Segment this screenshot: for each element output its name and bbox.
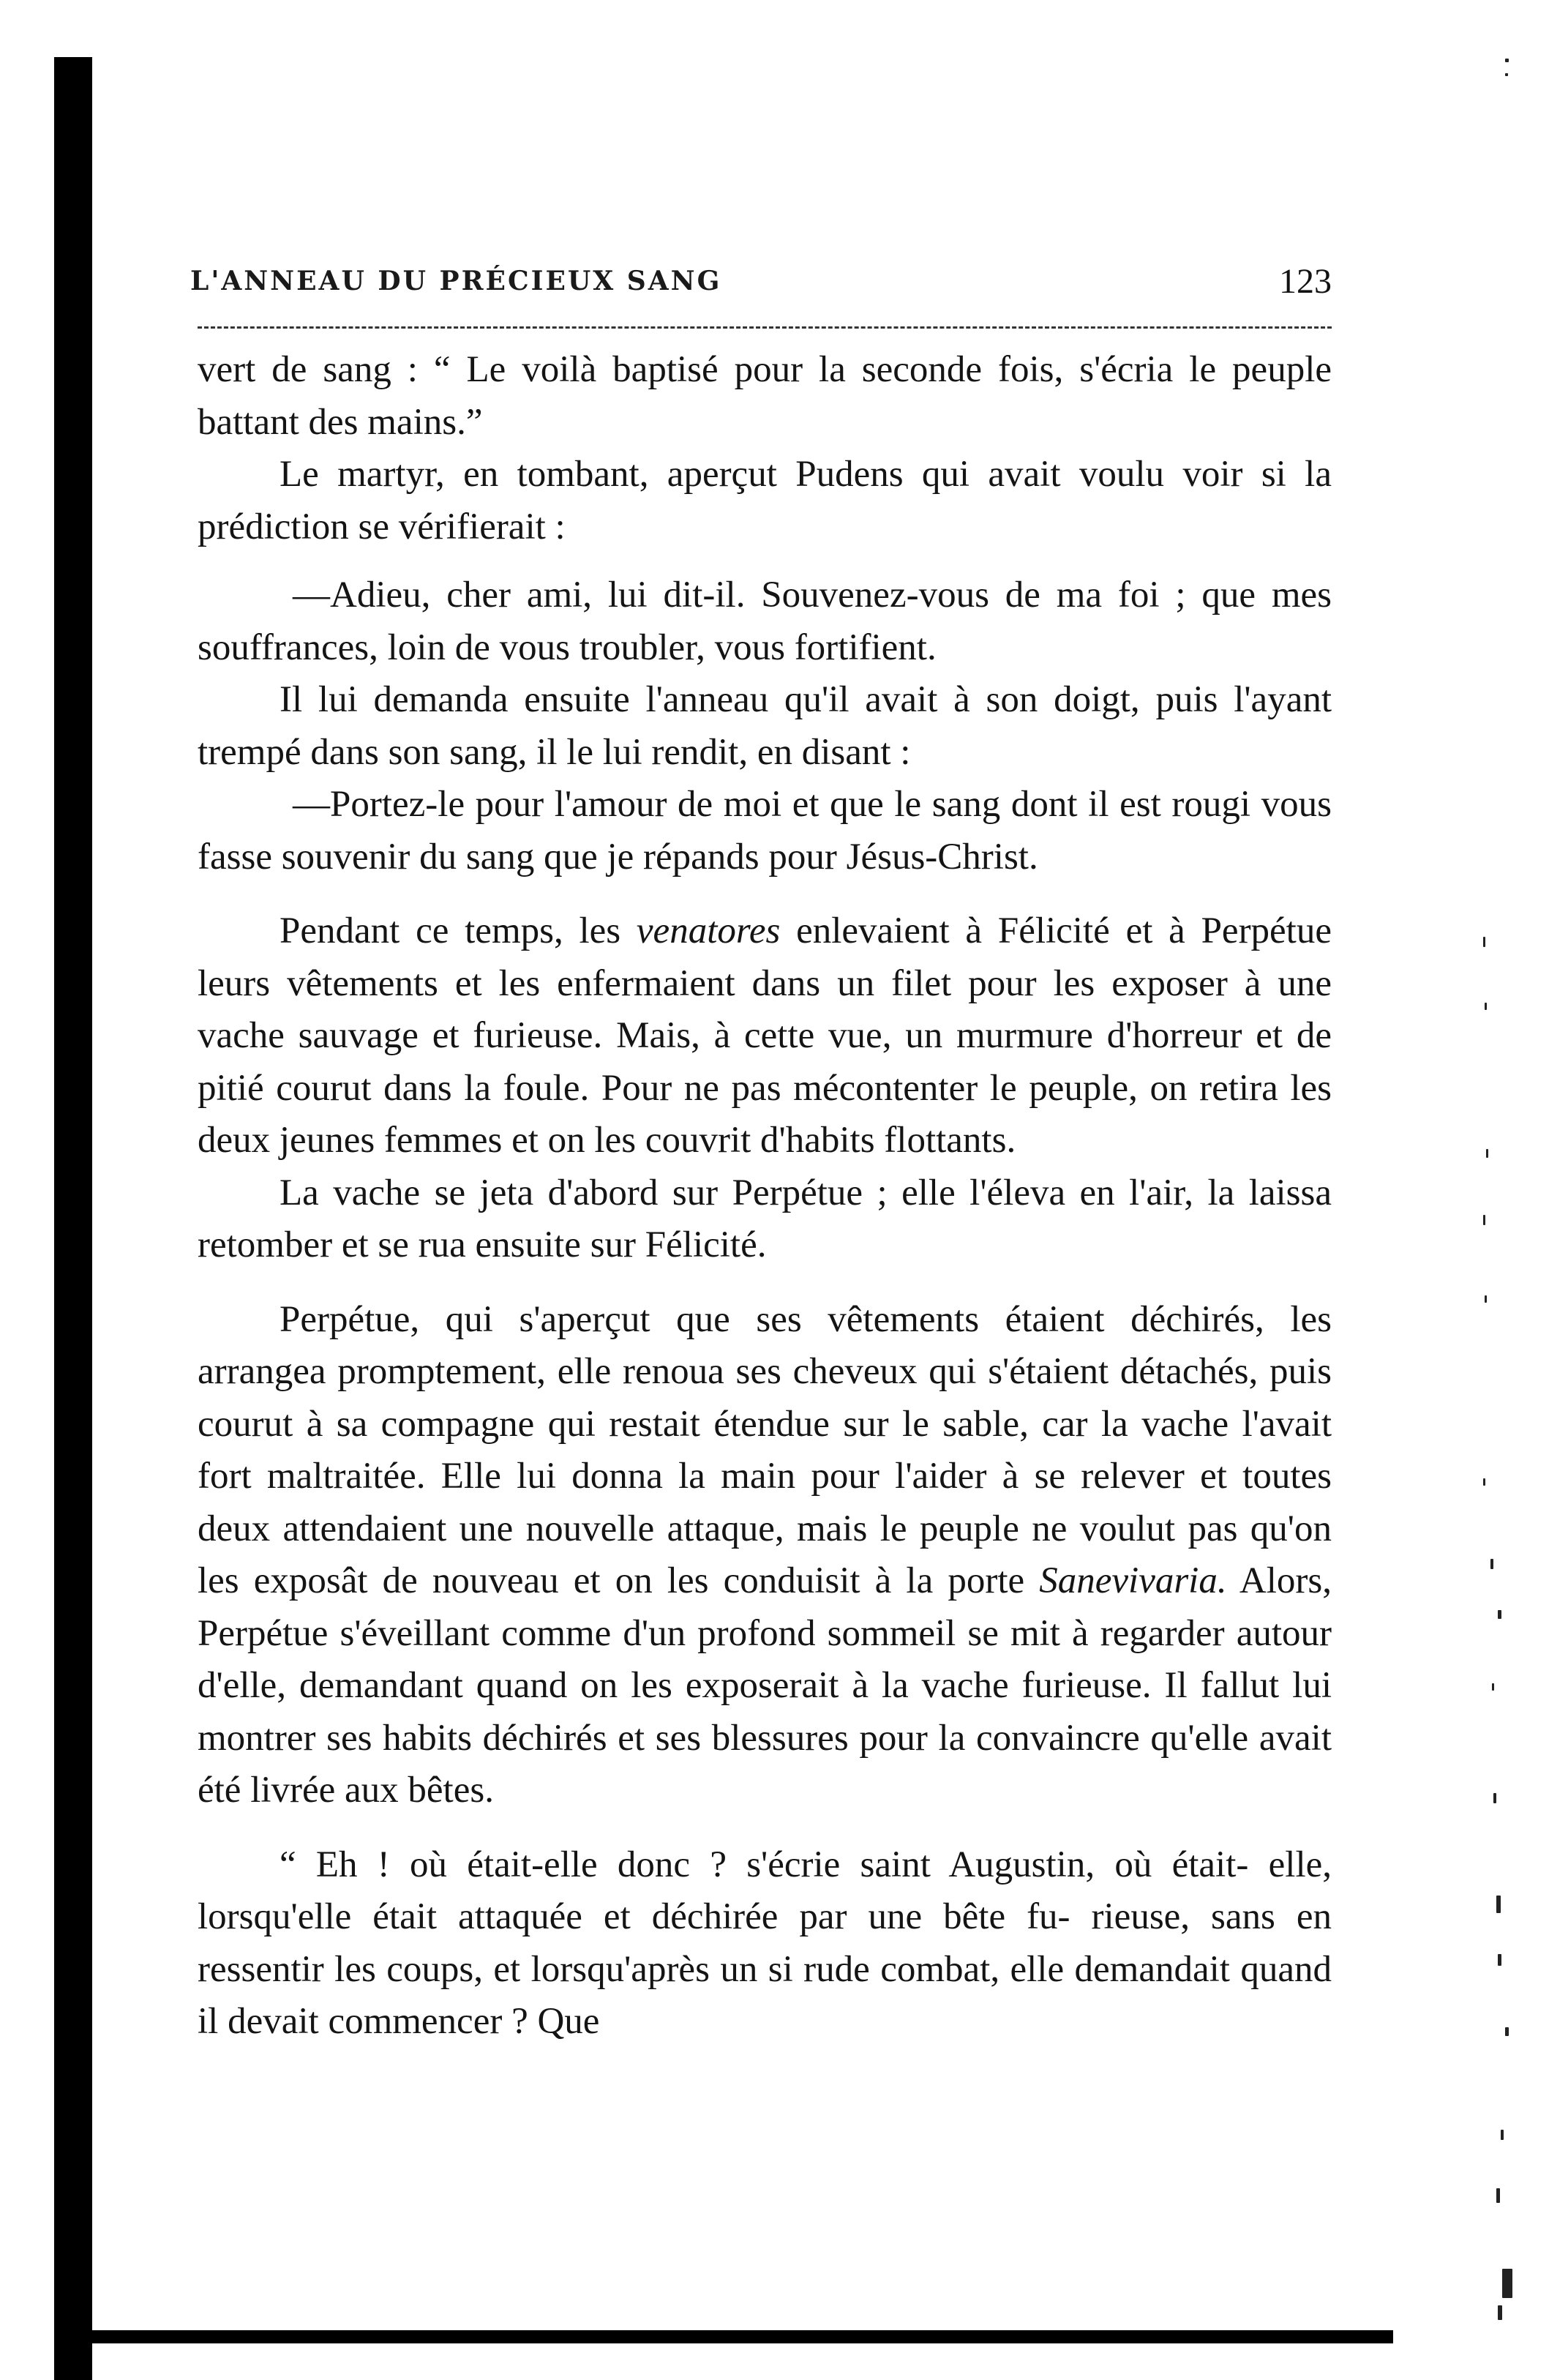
italic-term: venatores <box>636 910 781 951</box>
text-line: —Adieu, cher ami, lui dit-il. Souvenez-vous de ma foi ; <box>293 575 1186 615</box>
page-number: 123 <box>1279 262 1332 301</box>
paragraph <box>198 569 1332 674</box>
body-text <box>198 344 1332 2048</box>
header-rule <box>198 326 1332 329</box>
text-line: “ Eh ! où était-elle donc ? s'écrie saint Augustin, où était- <box>280 1844 1249 1885</box>
text-line: voir si la prédiction se vérifierait : <box>198 454 1332 547</box>
text-line: vert de sang : “ Le voilà baptisé pour la seconde fois, s'écria <box>198 349 1174 390</box>
paragraph <box>198 449 1332 553</box>
text-line: est rougi vous fasse souvenir du sang que je répands pour <box>198 784 1332 877</box>
running-title: L'ANNEAU DU PRÉCIEUX SANG <box>190 266 722 296</box>
paragraph <box>198 1839 1332 2048</box>
text-line: le peuple battant des mains.” <box>198 349 1332 443</box>
paragraph <box>198 344 1332 449</box>
text-line: puis l'ayant trempé dans son sang, il le lui rendit, en disant : <box>198 679 1332 773</box>
text-run: Pendant ce temps, les <box>280 910 637 951</box>
scan-edge-noise <box>1476 51 1534 2320</box>
paragraph <box>198 905 1332 1167</box>
paragraph <box>198 1167 1332 1272</box>
paragraph <box>198 674 1332 779</box>
text-run: Alors, Perpétue s'éveillant comme d'un profond sommeil se mit à regarder autour d'elle, demandant quand on les exposerait à la vache furieuse. Il fallut lui montrer ses habits déchirés et ses blessures pour la convaincre qu'elle avait été livrée aux bêtes. <box>198 1560 1332 1811</box>
text-line: rieuse, sans en ressentir les coups, et lorsqu'après un si rude <box>198 1896 1332 1990</box>
text-line: La vache se jeta d'abord sur Perpétue ; elle l'éleva en <box>280 1172 1115 1213</box>
text-line: Il lui demanda ensuite l'anneau qu'il avait à son doigt, <box>280 679 1140 720</box>
paragraph <box>198 1294 1332 1817</box>
italic-term: Sanevivaria. <box>1039 1560 1227 1601</box>
scan-binding-shadow <box>54 57 92 2380</box>
text-line: l'air, la laissa retomber et se rua ensuite sur Félicité. <box>198 1172 1332 1265</box>
text-line: —Portez-le pour l'amour de moi et que le sang dont il <box>293 784 1109 825</box>
text-line: combat, elle demandait quand il devait commencer ? Que <box>198 1948 1332 2042</box>
text-line: Le martyr, en tombant, aperçut Pudens qui avait voulu <box>280 454 1164 495</box>
paragraph <box>198 779 1332 883</box>
text-line: que mes souffrances, loin de vous troubler, vous fortifient. <box>198 575 1332 668</box>
text-line: elle, lorsqu'elle était attaquée et déchirée par une bête fu- <box>198 1844 1332 1937</box>
page-header <box>190 260 1332 311</box>
text-run: enlevaient à Félicité et à Perpétue leurs vêtements et les enfermaient dans un filet pour les exposer à une vache sauvage et furieuse. Mais, à cette vue, un murmure d'horreur et de pitié courut dans la foule. Pour ne pas mécontenter le peuple, on retira les deux jeunes femmes et on les couvrit d'habits flottants. <box>198 910 1332 1161</box>
scan-bottom-shadow <box>54 2330 1393 2343</box>
text-line: Jésus-Christ. <box>846 836 1038 877</box>
text-run: Perpétue, qui s'aperçut que ses vêtements étaient déchirés, les arrangea promptement, elle renoua ses cheveux qui s'étaient détachés, puis courut à sa compagne qui restait étendue sur le sable, car la vache l'avait fort maltraitée. Elle lui donna la main pour l'aider à se relever et toutes deux attendaient une nouvelle attaque, mais le peuple ne voulut pas qu'on les exposât de nouveau et on les conduisit à la porte <box>198 1298 1332 1601</box>
